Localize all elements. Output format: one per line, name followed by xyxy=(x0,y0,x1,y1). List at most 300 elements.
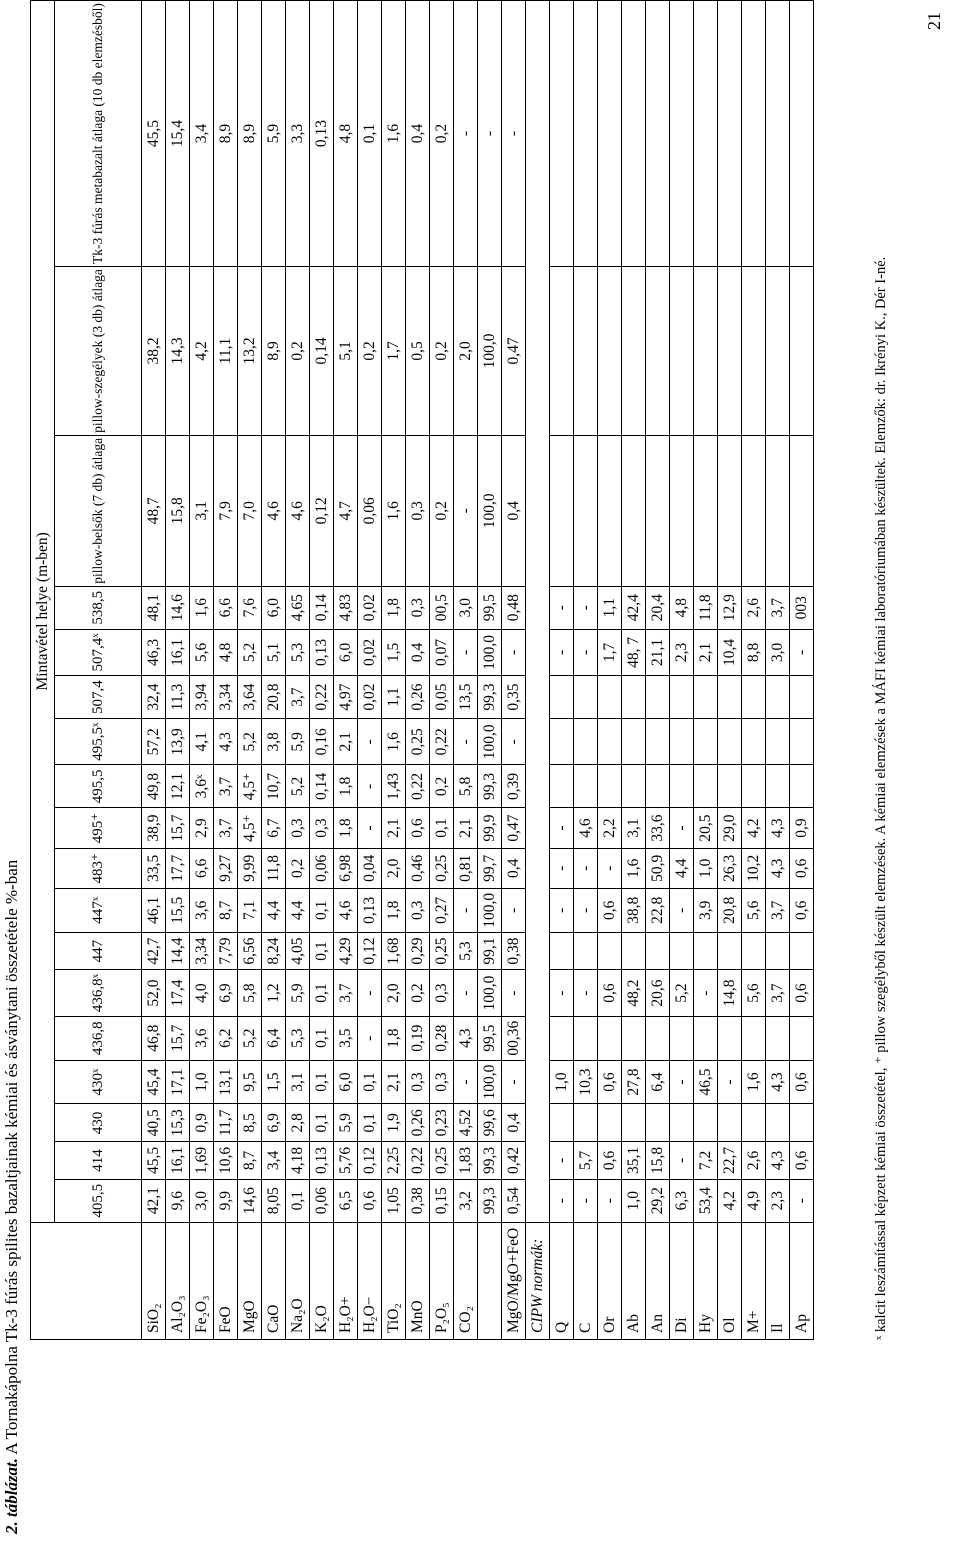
table-cell: 22,8 xyxy=(646,888,670,932)
table-cell xyxy=(766,932,790,970)
table-cell: 14,6 xyxy=(166,586,190,629)
table-cell: 6,4 xyxy=(646,1060,670,1104)
table-cell: 0,2 xyxy=(286,267,310,436)
table-cell: - xyxy=(454,1,478,267)
table-cell: 0,13 xyxy=(310,1,334,267)
table-cell: 3,3 xyxy=(286,1,310,267)
table-cell: 4,3 xyxy=(454,1016,478,1060)
table-cell: - xyxy=(718,1060,742,1104)
table-cell: 9,27 xyxy=(214,848,238,888)
table-cell: 7,1 xyxy=(238,888,262,932)
table-cell: 100,0 xyxy=(478,435,502,586)
table-cell: 1,9 xyxy=(382,1104,406,1142)
table-cell: 11,1 xyxy=(214,267,238,436)
table-cell: 3,0 xyxy=(766,629,790,675)
table-cell: 10,6 xyxy=(214,1142,238,1180)
table-cell: 1,8 xyxy=(334,765,358,808)
table-cell: 1,0 xyxy=(550,1060,574,1104)
table-cell: 13,2 xyxy=(238,267,262,436)
table-cell: 1,1 xyxy=(382,676,406,719)
table-cell: 4,3 xyxy=(214,719,238,765)
table-cell xyxy=(766,1104,790,1142)
table-cell: 3,64 xyxy=(238,676,262,719)
row-label: CaO xyxy=(262,1222,286,1339)
table-cell xyxy=(742,676,766,719)
table-cell: 3,0 xyxy=(190,1179,214,1222)
table-cell: 8,9 xyxy=(238,1,262,267)
table-cell: 6,9 xyxy=(214,970,238,1016)
cipw-row xyxy=(766,1,790,1340)
table-cell xyxy=(550,1104,574,1142)
table-cell: 1,0 xyxy=(622,1179,646,1222)
table-cell xyxy=(574,676,598,719)
table-cell: 0,38 xyxy=(406,1179,430,1222)
table-cell: 5,8 xyxy=(454,765,478,808)
table-cell xyxy=(598,719,622,765)
table-cell xyxy=(790,1016,814,1060)
table-cell: 5,2 xyxy=(238,1016,262,1060)
table-cell xyxy=(670,435,694,586)
table-cell: 2,8 xyxy=(286,1104,310,1142)
table-cell: 1,7 xyxy=(382,267,406,436)
table-cell: 5,2 xyxy=(286,765,310,808)
table-cell: 4,8 xyxy=(670,586,694,629)
table-cell: 0,1 xyxy=(430,808,454,848)
table-cell: 6,4 xyxy=(262,1016,286,1060)
table-cell: - xyxy=(358,765,382,808)
table-cell: 4,83 xyxy=(334,586,358,629)
table-cell: 5,6 xyxy=(190,629,214,675)
column-header: 405,5 xyxy=(55,1179,142,1222)
cipw-spacer xyxy=(526,1,550,1223)
cipw-row xyxy=(790,1,814,1340)
table-cell: 2,6 xyxy=(742,586,766,629)
table-cell: 0,1 xyxy=(310,970,334,1016)
row-label: Na₂O xyxy=(286,1222,310,1339)
table-cell: 0,12 xyxy=(358,1142,382,1180)
table-cell: 0,54 xyxy=(502,1179,526,1222)
table-cell: 27,8 xyxy=(622,1060,646,1104)
table-cell: 99,3 xyxy=(478,1179,502,1222)
column-header: 430ˣ xyxy=(55,1060,142,1104)
table-cell: - xyxy=(574,970,598,1016)
table-cell: 1,8 xyxy=(382,586,406,629)
table-cell: 52,0 xyxy=(142,970,166,1016)
table-cell: 6,0 xyxy=(262,586,286,629)
table-cell: 0,19 xyxy=(406,1016,430,1060)
table-cell: 0,16 xyxy=(310,719,334,765)
table-cell: 4,97 xyxy=(334,676,358,719)
table-cell: 5,3 xyxy=(454,932,478,970)
table-cell xyxy=(598,1016,622,1060)
table-cell xyxy=(766,435,790,586)
table-cell: 0,2 xyxy=(430,765,454,808)
table-cell: 4,3 xyxy=(766,1142,790,1180)
table-cell: 100,0 xyxy=(478,1060,502,1104)
table-cell: 13,1 xyxy=(214,1060,238,1104)
table-cell: 33,6 xyxy=(646,808,670,848)
table-cell xyxy=(670,1104,694,1142)
table-cell: 15,8 xyxy=(646,1142,670,1180)
table-cell: 0,46 xyxy=(406,848,430,888)
table-cell: 38,2 xyxy=(142,267,166,436)
oxide-row xyxy=(214,1,238,1340)
table-cell: 0,1 xyxy=(358,1060,382,1104)
table-cell: 0,6 xyxy=(598,888,622,932)
table-cell: 3,6 xyxy=(190,888,214,932)
table-cell: 5,1 xyxy=(262,629,286,675)
oxide-row xyxy=(142,1,166,1340)
table-cell: 8,8 xyxy=(742,629,766,675)
table-cell: 1,5 xyxy=(382,629,406,675)
table-cell: - xyxy=(574,888,598,932)
table-cell: 2,1 xyxy=(454,808,478,848)
table-cell: 20,6 xyxy=(646,970,670,1016)
table-cell: 49,8 xyxy=(142,765,166,808)
table-cell: 0,4 xyxy=(502,435,526,586)
table-cell: 0,39 xyxy=(502,765,526,808)
oxide-row xyxy=(190,1,214,1340)
table-cell xyxy=(646,435,670,586)
table-cell xyxy=(718,765,742,808)
table-cell xyxy=(766,719,790,765)
row-label: M+ xyxy=(742,1222,766,1339)
table-cell: 00,36 xyxy=(502,1016,526,1060)
table-cell: 6,56 xyxy=(238,932,262,970)
table-cell: 1,5 xyxy=(262,1060,286,1104)
table-cell: 1,8 xyxy=(382,1016,406,1060)
table-cell: 3,2 xyxy=(454,1179,478,1222)
column-header: 507,4ˣ xyxy=(55,629,142,675)
table-cell: 99,3 xyxy=(478,1142,502,1180)
table-cell: 29,2 xyxy=(646,1179,670,1222)
table-cell: 26,3 xyxy=(718,848,742,888)
table-cell: - xyxy=(358,719,382,765)
table-cell: 0,6 xyxy=(358,1179,382,1222)
table-cell: 29,0 xyxy=(718,808,742,848)
cipw-row xyxy=(670,1,694,1340)
table-cell: 3,34 xyxy=(214,676,238,719)
table-cell: 3,7 xyxy=(766,586,790,629)
table-cell: 0,13 xyxy=(310,1142,334,1180)
table-cell: 46,8 xyxy=(142,1016,166,1060)
table-cell: 0,13 xyxy=(310,629,334,675)
table-cell: 4,6 xyxy=(574,808,598,848)
table-cell: - xyxy=(574,848,598,888)
table-cell: 0,22 xyxy=(430,719,454,765)
table-cell: 1,0 xyxy=(694,848,718,888)
row-label: Fe₂O₃ xyxy=(190,1222,214,1339)
table-cell: 0,9 xyxy=(190,1104,214,1142)
table-cell: 3,7 xyxy=(766,888,790,932)
table-cell xyxy=(742,1,766,267)
composition-table xyxy=(30,0,814,1340)
table-cell: 15,4 xyxy=(166,1,190,267)
table-cell: - xyxy=(550,808,574,848)
table-cell: 2,1 xyxy=(334,719,358,765)
table-cell: 0,42 xyxy=(502,1142,526,1180)
table-cell: 13,9 xyxy=(166,719,190,765)
table-cell xyxy=(550,267,574,436)
table-cell: 0,15 xyxy=(430,1179,454,1222)
table-cell: 8,05 xyxy=(262,1179,286,1222)
cipw-row xyxy=(742,1,766,1340)
table-cell: 0,1 xyxy=(310,1104,334,1142)
table-cell: 15,5 xyxy=(166,888,190,932)
table-cell xyxy=(742,267,766,436)
table-cell: 2,3 xyxy=(766,1179,790,1222)
oxide-row xyxy=(454,1,478,1340)
table-cell: 2,0 xyxy=(382,970,406,1016)
table-cell: 3,4 xyxy=(262,1142,286,1180)
table-cell xyxy=(622,719,646,765)
table-cell xyxy=(670,676,694,719)
table-cell: 8,9 xyxy=(262,267,286,436)
table-cell: - xyxy=(670,808,694,848)
table-cell: 0,12 xyxy=(358,932,382,970)
table-cell: 15,8 xyxy=(166,435,190,586)
table-cell: 0,38 xyxy=(502,932,526,970)
table-cell: 11,8 xyxy=(694,586,718,629)
table-cell xyxy=(622,1104,646,1142)
table-cell: 20,5 xyxy=(694,808,718,848)
table-cell: 46,3 xyxy=(142,629,166,675)
table-cell: 1,0 xyxy=(190,1060,214,1104)
table-cell xyxy=(622,765,646,808)
oxide-row xyxy=(502,1,526,1340)
table-cell xyxy=(790,1104,814,1142)
table-cell: 1,83 xyxy=(454,1142,478,1180)
table-cell xyxy=(694,765,718,808)
table-cell: 99,5 xyxy=(478,586,502,629)
table-cell: 0,4 xyxy=(502,848,526,888)
table-cell: 100,0 xyxy=(478,267,502,436)
table-cell: 7,2 xyxy=(694,1142,718,1180)
table-cell: 2,1 xyxy=(694,629,718,675)
table-cell: 0,6 xyxy=(790,1060,814,1104)
table-cell: 1,8 xyxy=(334,808,358,848)
table-cell: 0,26 xyxy=(406,676,430,719)
table-cell: - xyxy=(358,808,382,848)
table-cell xyxy=(742,435,766,586)
footnote: ˣ kalcit leszámítással képzett kémiai összetétel, ⁺ pillow szegélyből készült elemzések. A kémiai elemzések a MÁFI kémiai laboratóriumában készültek. Elemzők: dr. Ikrényi K., Dér I-né. xyxy=(873,256,889,1340)
table-cell: 17,4 xyxy=(166,970,190,1016)
cipw-row xyxy=(646,1,670,1340)
table-cell xyxy=(550,1016,574,1060)
oxide-row xyxy=(430,1,454,1340)
table-cell: 48,7 xyxy=(142,435,166,586)
table-cell: - xyxy=(550,1179,574,1222)
table-cell: 6,98 xyxy=(334,848,358,888)
row-label: P₂O₅ xyxy=(430,1222,454,1339)
table-cell: 6,5 xyxy=(334,1179,358,1222)
table-cell xyxy=(574,1016,598,1060)
group-header: Mintavétel helye (m-ben) xyxy=(31,1,55,1223)
row-label: SiO₂ xyxy=(142,1222,166,1339)
table-cell: 4,4 xyxy=(262,888,286,932)
table-cell: 100,0 xyxy=(478,719,502,765)
table-cell: 6,2 xyxy=(214,1016,238,1060)
table-cell: 99,5 xyxy=(478,1016,502,1060)
table-cell: 3,34 xyxy=(190,932,214,970)
table-cell xyxy=(598,267,622,436)
table-cell: 4,3 xyxy=(766,848,790,888)
table-cell xyxy=(670,267,694,436)
table-cell: 5,3 xyxy=(286,1016,310,1060)
row-label: TiO₂ xyxy=(382,1222,406,1339)
table-cell xyxy=(694,1,718,267)
table-cell xyxy=(742,932,766,970)
table-cell xyxy=(790,719,814,765)
table-cell: 0,13 xyxy=(358,888,382,932)
table-cell: 7,6 xyxy=(238,586,262,629)
table-cell: 2,0 xyxy=(454,267,478,436)
table-cell: - xyxy=(550,586,574,629)
table-cell: 100,0 xyxy=(478,970,502,1016)
table-cell: 14,4 xyxy=(166,932,190,970)
oxide-row xyxy=(478,1,502,1340)
table-cell: - xyxy=(550,848,574,888)
table-cell: 1,7 xyxy=(598,629,622,675)
table-cell: - xyxy=(502,888,526,932)
table-cell xyxy=(694,676,718,719)
table-cell: 3,7 xyxy=(286,676,310,719)
table-cell: 0,14 xyxy=(310,267,334,436)
table-cell: 42,4 xyxy=(622,586,646,629)
table-cell: - xyxy=(598,1179,622,1222)
table-cell: - xyxy=(670,1060,694,1104)
table-cell: 00,5 xyxy=(430,586,454,629)
table-cell: 46,1 xyxy=(142,888,166,932)
table-cell: - xyxy=(790,629,814,675)
table-cell: 99,3 xyxy=(478,676,502,719)
table-cell xyxy=(790,435,814,586)
table-cell: - xyxy=(358,1016,382,1060)
table-cell: 15,7 xyxy=(166,808,190,848)
table-cell: 1,6 xyxy=(190,586,214,629)
table-cell xyxy=(646,267,670,436)
table-cell: 6,0 xyxy=(334,629,358,675)
table-cell: 38,9 xyxy=(142,808,166,848)
row-label: Il xyxy=(766,1222,790,1339)
table-cell: 0,12 xyxy=(310,435,334,586)
table-cell: 0,27 xyxy=(430,888,454,932)
table-cell xyxy=(646,932,670,970)
table-cell: 1,05 xyxy=(382,1179,406,1222)
table-cell xyxy=(646,1016,670,1060)
column-header: 436,8 xyxy=(55,1016,142,1060)
table-cell: 0,1 xyxy=(358,1,382,267)
table-cell: 0,04 xyxy=(358,848,382,888)
table-cell: - xyxy=(454,1060,478,1104)
table-cell xyxy=(646,676,670,719)
table-cell: 3,7 xyxy=(334,970,358,1016)
table-cell: 4,6 xyxy=(262,435,286,586)
table-cell: 99,7 xyxy=(478,848,502,888)
table-cell: - xyxy=(454,435,478,586)
table-cell: 4,3 xyxy=(766,808,790,848)
oxide-row xyxy=(358,1,382,1340)
table-cell: 0,6 xyxy=(790,970,814,1016)
table-cell xyxy=(694,932,718,970)
row-label: MgO xyxy=(238,1222,262,1339)
table-cell: 1,6 xyxy=(622,848,646,888)
table-cell: 8,7 xyxy=(238,1142,262,1180)
table-cell: 0,28 xyxy=(430,1016,454,1060)
table-cell xyxy=(670,765,694,808)
table-cell: 8,5 xyxy=(238,1104,262,1142)
table-cell: 0,6 xyxy=(598,1060,622,1104)
table-cell: 3,8 xyxy=(262,719,286,765)
table-cell: 2,9 xyxy=(190,808,214,848)
table-cell: 0,81 xyxy=(454,848,478,888)
table-cell: 0,2 xyxy=(430,435,454,586)
table-cell xyxy=(670,932,694,970)
table-cell: 5,9 xyxy=(334,1104,358,1142)
column-header: 495,5 xyxy=(55,765,142,808)
table-body xyxy=(31,1,814,1340)
table-cell: 0,1 xyxy=(286,1179,310,1222)
table-cell xyxy=(766,765,790,808)
row-label: H₂O− xyxy=(358,1222,382,1339)
table-cell xyxy=(622,267,646,436)
caption-label: 2. táblázat. xyxy=(2,1457,21,1534)
table-cell: 3,1 xyxy=(190,435,214,586)
table-cell: 2,1 xyxy=(382,1060,406,1104)
table-cell: 11,7 xyxy=(214,1104,238,1142)
table-cell xyxy=(742,1104,766,1142)
table-cell: 4,5⁺ xyxy=(238,808,262,848)
table-cell: 5,2 xyxy=(238,629,262,675)
table-cell: 6,9 xyxy=(262,1104,286,1142)
table-cell: 7,79 xyxy=(214,932,238,970)
table-cell: 0,1 xyxy=(358,1104,382,1142)
table-cell xyxy=(742,719,766,765)
table-cell: 14,6 xyxy=(238,1179,262,1222)
row-label: C xyxy=(574,1222,598,1339)
table-cell xyxy=(622,676,646,719)
table-cell: 4,4 xyxy=(670,848,694,888)
table-cell: - xyxy=(574,586,598,629)
table-cell: 1,6 xyxy=(382,435,406,586)
table-cell xyxy=(790,1,814,267)
table-cell xyxy=(694,267,718,436)
table-cell: 46,5 xyxy=(694,1060,718,1104)
table-cell: - xyxy=(478,1,502,267)
table-caption xyxy=(2,860,22,1534)
table-cell: 4,2 xyxy=(718,1179,742,1222)
table-cell xyxy=(622,435,646,586)
table-cell: 7,9 xyxy=(214,435,238,586)
table-cell: 0,3 xyxy=(406,586,430,629)
table-cell: - xyxy=(670,888,694,932)
table-cell xyxy=(766,267,790,436)
table-cell: 0,14 xyxy=(310,765,334,808)
table-cell: 20,8 xyxy=(718,888,742,932)
table-cell: 0,6 xyxy=(790,1142,814,1180)
table-cell: 38,8 xyxy=(622,888,646,932)
cipw-row xyxy=(574,1,598,1340)
cipw-row xyxy=(622,1,646,1340)
table-cell xyxy=(550,719,574,765)
table-cell: - xyxy=(454,970,478,1016)
table-cell: 0,6 xyxy=(790,848,814,888)
oxide-row xyxy=(382,1,406,1340)
table-cell xyxy=(718,719,742,765)
table-cell: 5,9 xyxy=(286,970,310,1016)
table-cell: - xyxy=(454,629,478,675)
table-cell: 9,5 xyxy=(238,1060,262,1104)
